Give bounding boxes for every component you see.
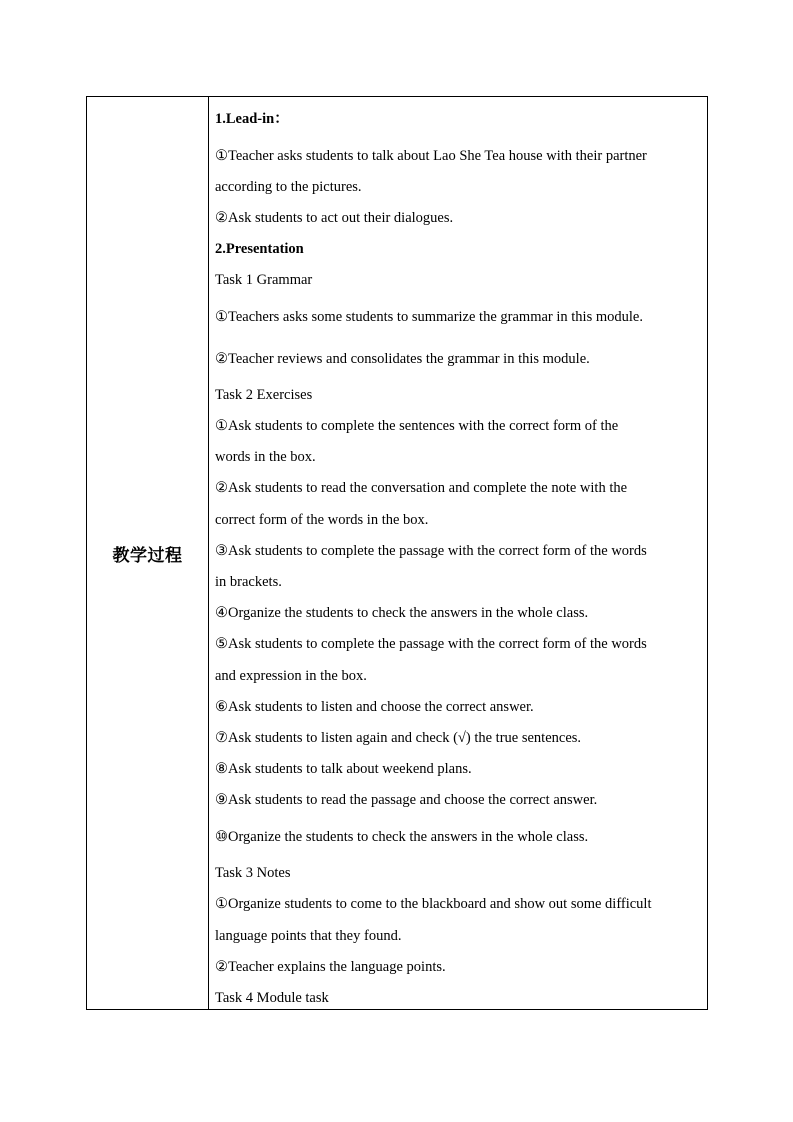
text-line: ⑦Ask students to listen again and check (√) the true sentences. — [215, 730, 582, 746]
task-heading: Task 1 Grammar — [215, 272, 313, 288]
text-line: words in the box. — [215, 449, 316, 465]
presentation-heading: 2.Presentation — [215, 241, 304, 257]
text-line: ③Ask students to complete the passage with the correct form of the words — [215, 543, 647, 559]
text-line: ①Teacher asks students to talk about Lao She Tea house with their partner — [215, 148, 647, 164]
teaching-process-content — [215, 97, 705, 1009]
section-label: 教学过程 — [112, 545, 183, 566]
text-line: ②Ask students to act out their dialogues. — [215, 210, 454, 226]
text-line: ①Ask students to complete the sentences with the correct form of the — [215, 418, 619, 434]
lead-in-heading: 1.Lead-in： — [215, 111, 289, 127]
text-line: ②Ask students to read the conversation and complete the note with the — [215, 480, 628, 496]
task-heading: Task 4 Module task — [215, 990, 329, 1006]
task-heading: Task 2 Exercises — [215, 387, 313, 403]
lesson-table — [86, 96, 708, 1010]
text-line: ⑤Ask students to complete the passage with the correct form of the words — [215, 636, 647, 652]
text-line: ⑩Organize the students to check the answers in the whole class. — [215, 829, 589, 845]
text-line: ④Organize the students to check the answers in the whole class. — [215, 605, 589, 621]
text-line: and expression in the box. — [215, 668, 367, 684]
task-heading: Task 3 Notes — [215, 865, 291, 881]
text-line: in brackets. — [215, 574, 282, 590]
column-divider — [208, 97, 209, 1009]
text-line: ⑨Ask students to read the passage and choose the correct answer. — [215, 792, 598, 808]
text-line: language points that they found. — [215, 928, 402, 944]
text-line: ⑥Ask students to listen and choose the correct answer. — [215, 699, 534, 715]
text-line: ①Teachers asks some students to summarize the grammar in this module. — [215, 309, 643, 325]
text-line: ②Teacher reviews and consolidates the grammar in this module. — [215, 351, 590, 367]
text-line: according to the pictures. — [215, 179, 362, 195]
text-line: correct form of the words in the box. — [215, 512, 429, 528]
text-line: ②Teacher explains the language points. — [215, 959, 446, 975]
text-line: ①Organize students to come to the blackboard and show out some difficult — [215, 896, 652, 912]
text-line: ⑧Ask students to talk about weekend plans. — [215, 761, 472, 777]
